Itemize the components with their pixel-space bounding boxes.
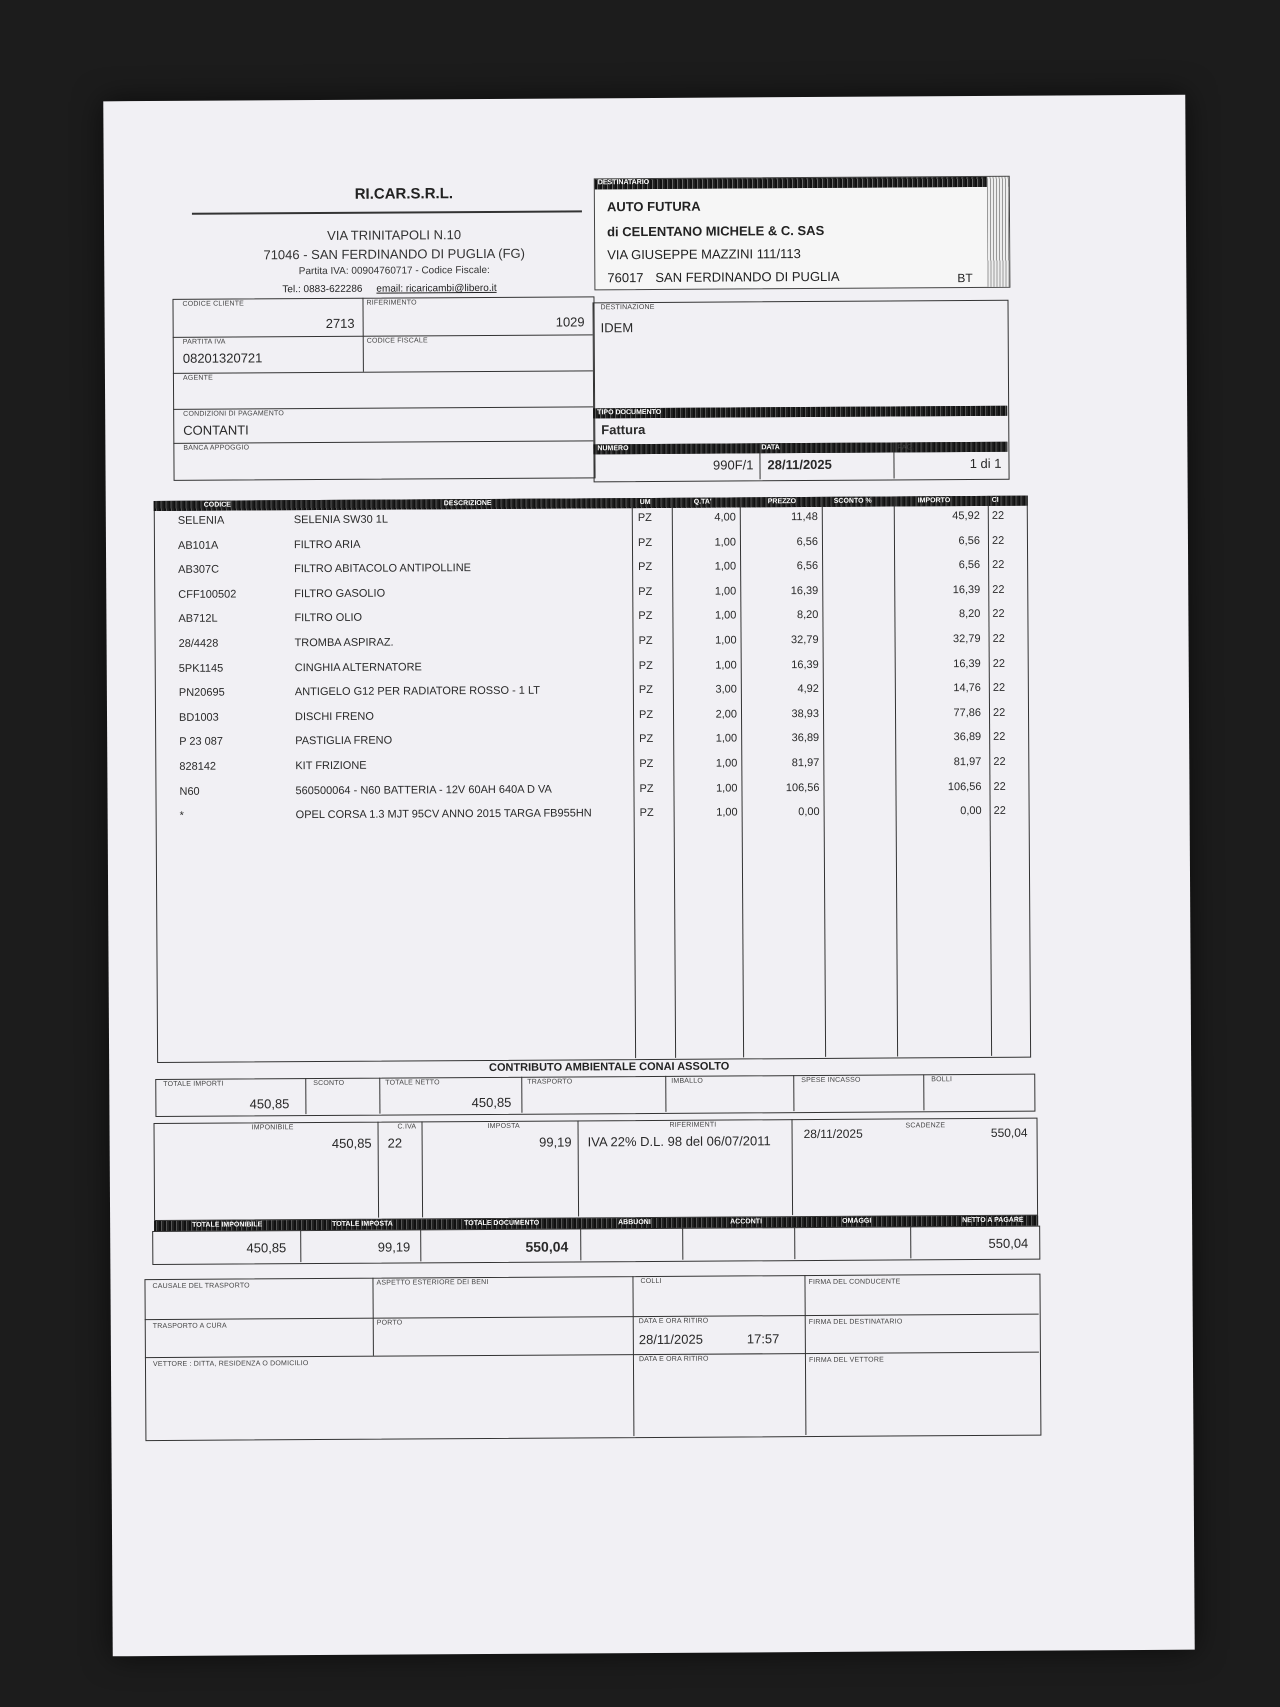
cell-desc: ANTIGELO G12 PER RADIATORE ROSSO - 1 LT [294,684,541,699]
cell-um: PZ [638,708,654,721]
firma-conducente-label: FIRMA DEL CONDUCENTE [808,1278,901,1287]
recipient-province: BT [957,271,973,286]
pagamento-label: CONDIZIONI DI PAGAMENTO [183,410,284,418]
tipo-label: TIPO DOCUMENTO [597,408,662,417]
cell-price: 16,39 [790,584,819,597]
riferimento-label: RIFERIMENTO [366,299,417,307]
issuer-tax: Partita IVA: 00904760717 - Codice Fiscale: [298,264,490,278]
cell-um: PZ [638,610,653,623]
cura-label: TRASPORTO A CURA [152,1322,227,1331]
aspetto-label: ASPETTO ESTERIORE DEI BENI [376,1278,489,1287]
cell-desc: DISCHI FRENO [294,710,374,723]
civa: 22 [387,1135,403,1151]
cell-code: CFF100502 [178,588,237,601]
destinazione-label: DESTINAZIONE [600,303,655,312]
header-descrizione: DESCRIZIONE [443,499,492,508]
cell-qty: 1,00 [716,782,738,795]
scadenza-amount: 550,04 [990,1125,1028,1140]
cell-desc: SELENIA SW30 1L [293,513,389,527]
grid-line [665,1076,666,1112]
cell-desc: FILTRO ABITACOLO ANTIPOLLINE [294,562,472,576]
cell-amount: 32,79 [952,632,981,646]
cell-price: 81,97 [791,756,820,770]
issuer-phone: Tel.: 0883-622286 [282,283,363,296]
colli-label: COLLI [640,1277,662,1286]
data-ritiro-label: DATA E ORA RITIRO [638,1317,709,1326]
cell-ci: 22 [992,608,1005,621]
cell-price: 11,48 [791,510,818,524]
recipient-name2: di CELENTANO MICHELE & C. SAS [607,222,825,240]
cell-desc: 560500064 - N60 BATTERIA - 12V 60AH 640A D VA [295,783,552,797]
cell-qty: 1,00 [715,659,737,672]
cell-qty: 1,00 [714,536,737,549]
grid-line [682,1228,683,1260]
cell-desc: OPEL CORSA 1.3 MJT 95CV ANNO 2015 TARGA FB955HN [295,807,592,822]
destinazione: IDEM [600,320,634,336]
cell-amount: 16,39 [952,583,981,596]
label-abbuoni: ABBUONI [618,1218,651,1227]
cell-ci: 22 [992,583,1005,596]
header-qta: Q.TA' [693,498,712,506]
header-um: UM [639,498,651,507]
cell-desc: TROMBA ASPIRAZ. [294,636,394,650]
grid-line [793,1075,794,1111]
cell-ci: 22 [993,805,1006,818]
cell-qty: 3,00 [715,683,737,696]
cell-price: 6,56 [796,535,818,548]
recipient-box [594,176,1011,291]
numero: 990F/1 [712,457,754,473]
vettore-label: VETTORE : DITTA, RESIDENZA O DOMICILIO [152,1360,309,1369]
cell-desc: PASTIGLIA FRENO [295,734,393,748]
scadenze-label: SCADENZE [905,1122,946,1130]
grid-line [910,1226,911,1258]
cell-code: SELENIA [177,514,225,527]
cell-ci: 22 [991,534,1005,547]
cell-amount: 106,56 [947,780,982,793]
cell-ci: 22 [992,559,1005,572]
spese-label: SPESE INCASSO [801,1076,861,1085]
cell-code: * [179,810,184,823]
codice-cliente-label: CODICE CLIENTE [182,300,245,308]
cell-um: PZ [639,733,654,746]
cell-price: 32,79 [790,633,819,647]
recipient-street: VIA GIUSEPPE MAZZINI 111/113 [607,246,801,263]
grid-line [580,1228,581,1260]
label-omaggi: OMAGGI [842,1217,872,1225]
grid-line [893,442,894,478]
issuer-name: RI.CAR.S.R.L. [354,185,454,203]
cell-ci: 22 [991,509,1005,522]
transport-box [144,1274,1041,1441]
cell-ci: 22 [992,706,1006,719]
totale-imponibile: 450,85 [246,1240,287,1256]
cell-qty: 1,00 [715,757,738,770]
cell-qty: 1,00 [716,806,738,819]
grid-line [420,1229,421,1261]
imponibile-label: IMPONIBILE [251,1124,294,1132]
grid-line [794,1227,795,1259]
cell-desc: CINGHIA ALTERNATORE [294,660,422,674]
banca-label: BANCA APPOGGIO [183,444,250,452]
recipient-label: DESTINATARIO [597,178,650,187]
pag-label: PAG. [897,444,915,452]
riferimenti: IVA 22% D.L. 98 del 06/07/2011 [587,1133,771,1150]
cell-code: 5PK1145 [178,662,224,675]
issuer-city: 71046 - SAN FERDINANDO DI PUGLIA (FG) [263,245,525,263]
cell-price: 0,00 [798,806,820,819]
recipient-city: SAN FERDINANDO DI PUGLIA [655,268,840,285]
issuer-underline [192,210,582,214]
cell-ci: 22 [993,780,1006,793]
cell-price: 38,93 [791,707,820,720]
imballo-label: IMBALLO [671,1077,704,1085]
cell-desc: FILTRO ARIA [293,538,361,551]
netto-a-pagare: 550,04 [988,1235,1029,1251]
issuer-address: VIA TRINITAPOLI N.10 [327,227,462,243]
codice-fiscale-label: CODICE FISCALE [366,337,428,345]
recipient-name: AUTO FUTURA [606,198,701,215]
cell-um: PZ [637,536,653,549]
cell-amount: 6,56 [958,534,980,547]
cell-amount: 81,97 [953,755,982,769]
cell-um: PZ [639,807,654,820]
cell-price: 6,56 [796,560,819,573]
causale-label: CAUSALE DEL TRASPORTO [152,1282,250,1291]
cell-price: 4,92 [797,683,819,696]
cell-ci: 22 [992,657,1005,670]
conai-note: CONTRIBUTO AMBIENTALE CONAI ASSOLTO [488,1060,730,1074]
tipo-documento: Fattura [601,422,646,438]
partita-iva-label: PARTITA IVA [182,338,226,346]
totale-importi: 450,85 [249,1096,290,1112]
cell-um: PZ [638,585,653,598]
cell-amount: 6,56 [958,559,981,572]
label-totale-documento: TOTALE DOCUMENTO [464,1219,540,1228]
bolli-label: BOLLI [931,1076,953,1084]
codice-cliente: 2713 [325,315,355,331]
totale-imposta: 99,19 [377,1239,411,1255]
imponibile: 450,85 [331,1135,372,1151]
header-importo: IMPORTO [917,497,951,505]
recipient-edge [987,177,1010,287]
cell-code: 28/4428 [178,637,219,650]
data-label: DATA [761,444,780,452]
partita-iva: 08201320721 [182,350,263,366]
cell-qty: 1,00 [715,732,738,745]
cell-price: 106,56 [785,781,820,794]
cell-code: AB101A [177,539,219,552]
cell-code: N60 [179,785,200,798]
cell-ci: 22 [992,682,1006,695]
data: 28/11/2025 [767,456,832,473]
cell-code: 828142 [179,760,217,773]
recipient-zip: 76017 [607,270,644,286]
cell-amount: 16,39 [953,657,981,670]
trasporto-label: TRASPORTO [527,1078,573,1086]
cell-desc: FILTRO GASOLIO [294,587,386,600]
header-codice: CODICE [203,501,231,509]
recipient-strip [595,177,1009,190]
header-sconto: SCONTO % [833,497,872,505]
invoice-paper [103,95,1194,1657]
porto-label: PORTO [376,1319,403,1327]
cell-qty: 1,00 [715,634,737,647]
agente-label: AGENTE [182,374,213,382]
totale-netto: 450,85 [471,1094,512,1111]
cell-qty: 1,00 [714,609,737,622]
grid-line [521,1077,522,1113]
cell-um: PZ [638,659,653,672]
totale-documento: 550,04 [525,1238,569,1255]
header-prezzo: PREZZO [767,498,797,506]
cell-qty: 4,00 [714,511,736,524]
cell-ci: 22 [992,632,1005,645]
cell-um: PZ [638,684,653,697]
grid-line [300,1230,301,1262]
firma-destinatario-label: FIRMA DEL DESTINATARIO [808,1318,903,1327]
cell-qty: 1,00 [714,585,737,598]
numero-label: NUMERO [597,445,629,453]
label-netto: NETTO A PAGARE [962,1216,1024,1225]
grid-line [923,1074,924,1110]
cell-amount: 77,86 [953,706,982,719]
pagina: 1 di 1 [969,455,1002,472]
cell-amount: 14,76 [953,682,981,695]
totale-importi-label: TOTALE IMPORTI [163,1080,224,1088]
cell-ci: 22 [993,731,1006,744]
scadenza-date: 28/11/2025 [803,1126,863,1142]
label-acconti: ACCONTI [730,1218,763,1226]
cell-um: PZ [637,511,652,525]
totale-netto-label: TOTALE NETTO [385,1079,440,1087]
cell-price: 36,89 [791,732,820,745]
cell-price: 16,39 [791,658,819,671]
vat-box [154,1118,1039,1221]
grid-line [379,1078,380,1114]
cell-um: PZ [638,634,653,648]
grid-line [305,1078,306,1114]
cell-price: 8,20 [796,609,819,622]
cell-code: P 23 087 [179,735,224,749]
destination-box [592,300,1009,483]
issuer-email: email: ricaricambi@libero.it [376,282,497,295]
imposta: 99,19 [539,1134,572,1150]
sconto-label: SCONTO [313,1079,345,1088]
label-totale-imponibile: TOTALE IMPONIBILE [192,1221,263,1229]
cell-desc: KIT FRIZIONE [295,759,367,773]
ora-ritiro: 17:57 [746,1331,780,1347]
cell-desc: FILTRO OLIO [294,612,363,625]
pagamento: CONTANTI [183,422,249,438]
cell-ci: 22 [993,755,1006,768]
firma-vettore-label: FIRMA DEL VETTORE [808,1356,884,1365]
cell-um: PZ [639,757,654,771]
grid-line [759,443,760,479]
cell-um: PZ [638,561,653,574]
cell-amount: 45,92 [952,509,980,523]
cell-code: AB712L [178,613,218,626]
cell-um: PZ [639,782,654,795]
data-ritiro: 28/11/2025 [638,1331,703,1348]
cell-code: AB307C [178,563,220,577]
cell-qty: 2,00 [715,708,738,721]
riferimento: 1029 [555,314,585,330]
cell-amount: 36,89 [953,731,982,744]
cell-code: BD1003 [178,711,219,724]
cell-qty: 1,00 [714,560,737,573]
cell-code: PN20695 [178,686,225,700]
data-ritiro2-label: DATA E ORA RITIRO [638,1355,709,1364]
riferimenti-label: RIFERIMENTI [669,1121,717,1129]
cell-amount: 8,20 [958,608,981,621]
civa-label: C.IVA [397,1123,417,1131]
cell-amount: 0,00 [960,805,982,818]
imposta-label: IMPOSTA [487,1122,520,1130]
header-ci: CI [991,496,999,504]
label-totale-imposta: TOTALE IMPOSTA [332,1220,393,1228]
